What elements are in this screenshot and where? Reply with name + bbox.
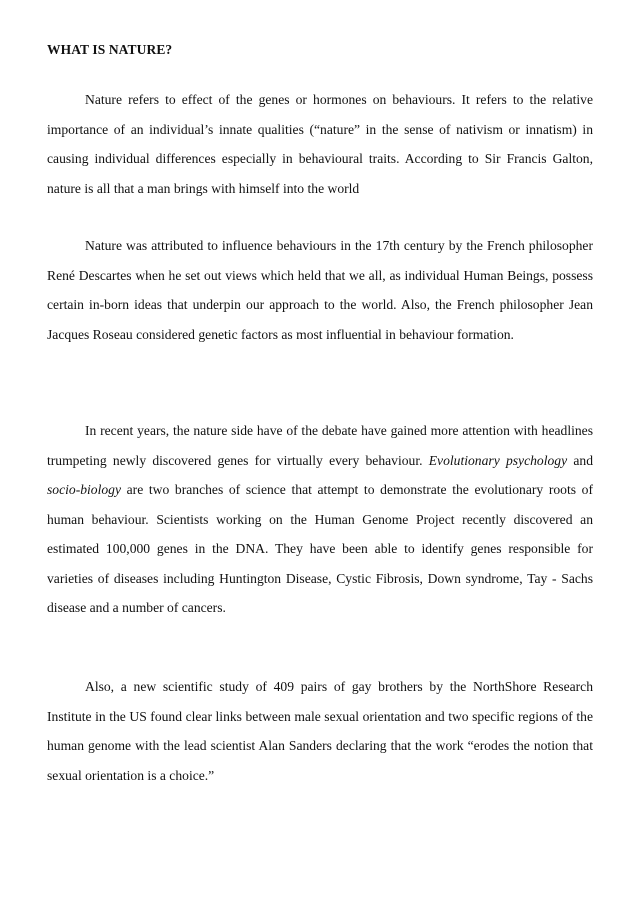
document-heading: WHAT IS NATURE? — [47, 42, 173, 57]
paragraph-nature-definition: Nature refers to effect of the genes or hormones on behaviours. It refers to the relative importance of an individual’s innate qualities (“nature” in the sense of nativism or innatism) in causing individual differences especially in behavioural traits. According to Sir Francis Galton, nature is all that a man brings with himself into the world — [47, 92, 593, 196]
italic-term-socio-biology: socio-biology — [47, 482, 121, 497]
paragraph-gay-brothers-study: Also, a new scientific study of 409 pairs of gay brothers by the NorthShore Research Institute in the US found clear links between male sexual orientation and two specific regions of the human genome with the lead scientist Alan Sanders declaring that the work “erodes the notion that sexual orientation is a choice.” — [47, 679, 593, 783]
paragraph-recent-years — [47, 416, 593, 623]
paragraph-text-segment: are two branches of science that attempt to demonstrate the evolutionary roots of human behaviour. Scientists working on the Human Genome Project recently discovered an estimated 100,000 genes in the DNA. They have been able to identify genes responsible for varieties of diseases including Huntington Disease, Cystic Fibrosis, Down syndrome, Tay - Sachs disease and a number of cancers. — [47, 482, 593, 615]
paragraph-descartes: Nature was attributed to influence behaviours in the 17th century by the French philosopher René Descartes when he set out views which held that we all, as individual Human Beings, possess certain in-born ideas that underpin our approach to the world. Also, the French philosopher Jean Jacques Roseau considered genetic factors as most influential in behaviour formation. — [47, 238, 593, 342]
paragraph-text-segment: and — [567, 452, 593, 468]
paragraph-text-segment: In recent years, the nature side have of the debate have gained more attention with headlines trumpeting newly discovered genes for virtually every behaviour. — [47, 423, 593, 468]
italic-term-evolutionary-psychology: Evolutionary psychology — [428, 452, 568, 468]
